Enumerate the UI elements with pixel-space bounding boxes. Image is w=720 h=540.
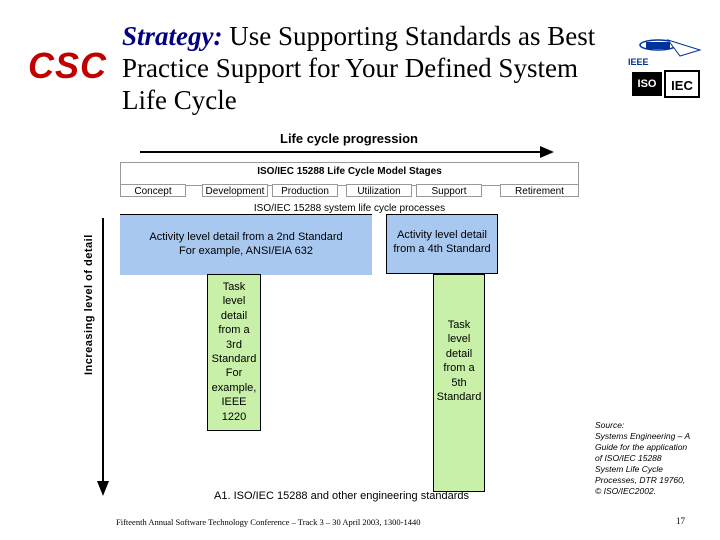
stage-retirement: Retirement: [500, 184, 579, 197]
task-1-line: detail: [220, 309, 248, 322]
page-number: 17: [676, 516, 685, 526]
slide-title: [122, 20, 622, 116]
task-2-line: from a: [443, 362, 475, 375]
stage-development: Development: [202, 184, 268, 197]
task-2-line: detail: [445, 347, 473, 360]
task-1-line: level: [222, 295, 246, 308]
activity-text-2nd-standard: [120, 230, 372, 258]
activity-text-4th-standard: [386, 228, 498, 256]
task-text-5th-standard: [433, 318, 485, 404]
task-1-line: 1220: [221, 410, 247, 423]
activity-1-line-2: For example, ANSI/EIA 632: [179, 245, 313, 257]
stages-row: [120, 184, 579, 199]
detail-axis-label: Increasing level of detail: [83, 234, 95, 375]
source-line: Guide for the application: [595, 442, 688, 452]
stage-utilization: Utilization: [346, 184, 412, 197]
task-1-line: example,: [211, 381, 257, 394]
task-1-line: Task: [222, 281, 246, 293]
source-line: Processes, DTR 19760,: [595, 475, 686, 485]
ieee-label: IEEE: [628, 57, 649, 67]
task-text-3rd-standard: [204, 280, 264, 424]
task-2-line: Standard: [436, 391, 482, 404]
stage-support: Support: [416, 184, 482, 197]
task-1-line: from a: [218, 324, 250, 337]
source-line: Systems Engineering – A: [595, 431, 691, 441]
stage-concept: Concept: [120, 184, 186, 197]
activity-2-line-1: Activity level detail: [397, 229, 487, 241]
title-rest: Use Supporting Standards as Best Practice Support for Your Defined System Life Cycle: [122, 21, 596, 115]
progression-label: Life cycle progression: [280, 131, 418, 146]
activity-1-line-1: Activity level detail from a 2nd Standard: [149, 231, 343, 243]
task-1-line: For: [225, 367, 243, 380]
activity-2-line-2: from a 4th Standard: [393, 243, 491, 255]
source-line: © ISO/IEC2002.: [595, 486, 657, 496]
task-1-line: IEEE: [221, 396, 247, 409]
task-1-line: 3rd: [226, 338, 242, 351]
iso-logo: ISO: [632, 72, 662, 96]
stage-production: Production: [272, 184, 338, 197]
figure-caption: A1. ISO/IEC 15288 and other engineering standards: [214, 490, 470, 502]
csc-logo: CSC: [28, 45, 108, 86]
title-strong: Strategy:: [122, 21, 223, 51]
task-2-line: 5th: [451, 376, 467, 389]
stages-title: ISO/IEC 15288 Life Cycle Model Stages: [257, 166, 442, 177]
source-note: [595, 420, 715, 497]
progression-arrow: [140, 146, 554, 158]
task-2-line: level: [447, 333, 471, 346]
task-1-line: Standard: [211, 353, 257, 366]
iec-logo: IEC: [664, 70, 700, 98]
source-line: System Life Cycle: [595, 464, 664, 474]
source-line: Source:: [595, 420, 625, 430]
footer-text: Fifteenth Annual Software Technology Conference – Track 3 – 30 April 2003, 1300-1440: [116, 517, 421, 527]
task-2-line: Task: [447, 319, 471, 331]
detail-arrow: [97, 218, 109, 496]
source-line: of ISO/IEC 15288: [595, 453, 662, 463]
processes-label: ISO/IEC 15288 system life cycle processes: [253, 203, 446, 214]
